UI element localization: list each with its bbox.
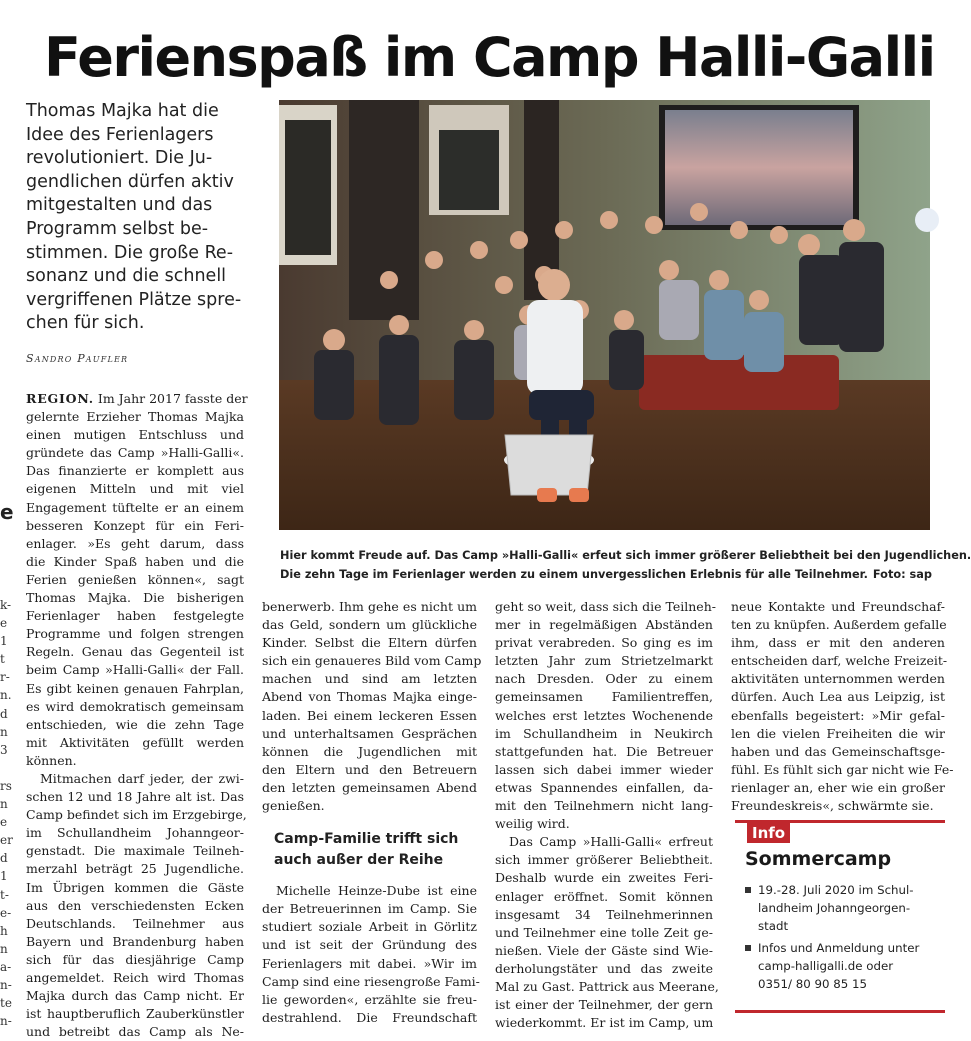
fragment-line: t- — [0, 887, 9, 902]
text-line: nießen. Viele der Gäste sind Wie- — [495, 942, 713, 958]
text-line: aktivitäten unternommen werden — [731, 671, 945, 687]
text-line: mit den Teilnehmern nicht lang- — [495, 798, 713, 814]
fragment-line: te — [0, 996, 12, 1011]
photo-caption — [280, 546, 971, 584]
text-line: der Betreuerinnen im Camp. Sie — [262, 901, 477, 917]
text-line: Mal zu Gast. Pattrick aus Meerane, — [495, 978, 719, 994]
text-line: etwas Spannendes einfallen, da- — [495, 779, 713, 795]
text-line: Das finanzierte er komplett aus — [26, 463, 244, 479]
fragment-line: d — [0, 706, 8, 721]
text-line: Abend von Thomas Majka einge- — [262, 689, 477, 705]
fragment-line: e- — [0, 905, 12, 920]
text-line: die Kinder Spaß haben und die — [26, 553, 244, 569]
text-line: dürfen. Auch Lea aus Leipzig, ist — [731, 689, 945, 705]
article-column-1 — [26, 390, 248, 1041]
group-photo — [279, 100, 930, 530]
lead-line: vergriffenen Plätze spre- — [26, 289, 242, 310]
text-line: Programme und folgen strengen — [26, 626, 244, 642]
text-line: und betreibt das Camp als Ne- — [26, 1024, 244, 1040]
region-label: REGION. — [26, 391, 94, 406]
text-line: entscheiden darf, welche Freizeit- — [731, 653, 948, 669]
lead-line: Thomas Majka hat die — [26, 101, 219, 121]
fragment-line: 1 — [0, 634, 8, 649]
text-line: im Schullandheim in Neukirch — [495, 725, 713, 741]
text-line: es wird demokratisch gemeinsam — [26, 698, 244, 714]
text-line: und ist seit der Gründung des — [262, 937, 477, 953]
text-line: Mitmachen darf jeder, der zwi- — [40, 770, 244, 786]
text-line: Deshalb wurde ein zweites Feri- — [495, 870, 713, 886]
text-line: lie geworden«, erzählte sie freu- — [262, 991, 477, 1007]
section-subheading — [274, 829, 477, 871]
info-title: Sommercamp — [745, 848, 892, 870]
text-line: wiederkommt. Er ist im Camp, um — [495, 1015, 714, 1031]
text-line: sich immer größerer Beliebtheit. — [495, 852, 713, 868]
author-byline: Sandro Paufler — [26, 352, 129, 365]
fragment-line: a- — [0, 959, 12, 974]
text-line: neue Kontakte und Freundschaf- — [731, 599, 945, 614]
info-line: camp-halligalli.de oder — [758, 959, 894, 973]
info-line: 19.-28. Juli 2020 im Schul- — [758, 883, 914, 897]
fragment-line: t — [0, 652, 5, 667]
text-line: schen 12 und 18 Jahre alt ist. Das — [26, 789, 244, 805]
fragment-line: 3 — [0, 742, 8, 757]
text-line: derholungstäter und das zweite — [495, 960, 713, 976]
text-line: besseren Konzept für ein Feri- — [26, 517, 244, 533]
subheading-line: auch außer der Reihe — [274, 852, 444, 869]
caption-line: Hier kommt Freude auf. Das Camp »Halli-Galli« erfeut sich immer größerer Beliebtheit bei den Jugendlichen. — [280, 549, 971, 562]
fragment-line: n- — [0, 977, 12, 992]
text-line: rienlager an, eher wie ein großer — [731, 779, 945, 795]
text-line: Das Camp »Halli-Galli« erfreut — [509, 834, 713, 850]
text-line: nach Dresden. Oder zu einem — [495, 671, 713, 687]
text-line: Ferienlager haben festgelegte — [26, 608, 244, 624]
text-line: merzahl beträgt 25 Jugendliche. — [26, 861, 244, 877]
text-line: sich für das diesjährige Camp — [26, 951, 244, 967]
headline: Ferienspaß im Camp Halli-Galli — [44, 26, 935, 89]
text-line: können die Jugendlichen mit — [262, 743, 477, 759]
text-line: beim Camp »Halli-Galli« der Fall. — [26, 662, 244, 678]
text-line: ten zu knüpfen. Außerdem gefalle — [731, 617, 947, 633]
text-line: Camp sind eine riesengroße Fami- — [262, 973, 480, 989]
info-box — [735, 820, 945, 997]
text-line: gelernte Erzieher Thomas Majka — [26, 409, 244, 425]
text-line: angemeldet. Reich wird Thomas — [26, 970, 244, 985]
text-line: fühl. Es fühlt sich gar nicht wie Fe- — [731, 761, 954, 777]
text-line: und unterhaltsamen Gesprächen — [262, 725, 477, 741]
lead-line: gendlichen dürfen aktiv — [26, 171, 234, 192]
text-line: gründete das Camp »Halli-Galli«. — [26, 445, 244, 461]
text-line: eigenen Mitteln und mit viel — [26, 481, 244, 497]
fragment-line: n — [0, 724, 8, 739]
group-photo-illustration — [279, 100, 930, 530]
text-line: genießen. — [262, 798, 325, 814]
lead-line: chen für sich. — [26, 313, 145, 334]
text-segment: Im Jahr 2017 fasste der — [93, 391, 248, 406]
photo-credit: Foto: sap — [872, 568, 932, 581]
fragment-line: rs — [0, 778, 12, 793]
info-list-item — [745, 881, 945, 935]
adjacent-article-fragment: e — [0, 500, 14, 524]
text-line: Thomas Majka. Die bisherigen — [26, 590, 244, 606]
text-line: das Geld, sondern um glückliche — [262, 617, 477, 633]
text-line: Michelle Heinze-Dube ist eine — [276, 883, 477, 899]
text-line: mit Aktivitäten gefüllt werden — [26, 734, 244, 750]
text-line: enlager eröffnet. Somit können — [495, 888, 713, 904]
text-line: laden. Bei einem leckeren Essen — [262, 707, 477, 723]
info-line: stadt — [758, 919, 789, 933]
text-line: privat verabreden. So ging es im — [495, 635, 713, 651]
article-column-3 — [495, 598, 719, 1032]
fragment-line: n- — [0, 1014, 12, 1029]
fragment-line — [0, 759, 14, 777]
text-line: haben und das Gemeinschaftsge- — [731, 743, 945, 759]
text-line: studiert soziale Arbeit in Görlitz — [262, 919, 477, 935]
text-line: entschieden, wie die zehn Tage — [26, 716, 244, 732]
text-line: einen mutigen Entschluss und — [26, 427, 244, 443]
text-line: Ferienlagers mit dabei. »Wir im — [262, 955, 477, 971]
fragment-line: 1 — [0, 869, 8, 884]
info-bottom-rule — [735, 1010, 945, 1013]
text-line: den letzten gemeinsamen Abend — [262, 779, 477, 795]
text-line: den Eltern und den Betreuern — [262, 761, 477, 777]
text-line: Kinder. Selbst die Eltern dürfen — [262, 635, 477, 651]
article-column-4 — [731, 598, 954, 815]
text-line: Es gibt keinen genauen Fahrplan, — [26, 680, 244, 696]
fragment-line: n — [0, 797, 8, 812]
fragment-line: n. — [0, 688, 12, 703]
text-line: Regeln. Genau das Gegenteil ist — [26, 644, 244, 660]
subheading-line: Camp-Familie trifft sich — [274, 831, 459, 848]
text-line: Bayern und Brandenburg haben — [26, 933, 244, 949]
text-line: gemeinsamen Familientreffen, — [495, 689, 713, 705]
lead-paragraph — [26, 100, 258, 336]
caption-line: Die zehn Tage im Ferienlager werden zu einem unvergesslichen Erlebnis für alle Teilnehmer. — [280, 568, 868, 581]
text-line: welches erst letztes Wochenende — [495, 707, 713, 723]
text-line: lassen sich dabei immer wieder — [495, 761, 713, 777]
lead-line: Programm selbst be- — [26, 218, 209, 239]
text-line: ist einer der Teilnehmer, der gern — [495, 997, 713, 1013]
text-line: Deutschlands. Teilnehmer aus — [26, 915, 244, 931]
text-line: Freundeskreis«, schwärmte sie. — [731, 798, 934, 814]
fragment-line: h — [0, 923, 8, 938]
fragment-line: e — [0, 815, 8, 830]
article-column-2 — [262, 598, 482, 1027]
text-line: destrahlend. Die Freundschaft — [262, 1009, 477, 1025]
text-line: ebenfalls begeistert: »Mir gefal- — [731, 707, 945, 723]
text-line: ist hauptberuflich Zauberkünstler — [26, 1006, 244, 1022]
lead-line: sonanz und die schnell — [26, 266, 227, 287]
fragment-line: er — [0, 833, 13, 848]
fragment-line: e — [0, 616, 8, 631]
text-line: mer in regelmäßigen Abständen — [495, 617, 713, 633]
lead-line: Idee des Ferienlagers — [26, 124, 214, 145]
info-list-item — [745, 939, 945, 993]
lead-line: revolutioniert. Die Ju- — [26, 148, 213, 169]
lead-line: stimmen. Die große Re- — [26, 242, 234, 263]
adjacent-article-fragments — [0, 596, 14, 1030]
text-line: sich ein genaueres Bild vom Camp — [262, 653, 482, 669]
info-line: 0351/ 80 90 85 15 — [758, 977, 868, 991]
text-line: letzten Jahr zum Strietzelmarkt — [495, 653, 713, 669]
info-line: Infos und Anmeldung unter — [758, 941, 920, 955]
info-tag: Info — [747, 823, 790, 843]
text-line: Camp befindet sich im Erzgebirge, — [26, 807, 247, 823]
text-line: weilig wird. — [495, 816, 570, 832]
info-list — [745, 881, 945, 993]
text-line: enlager. »Es geht darum, dass — [26, 535, 244, 551]
fragment-line: n — [0, 941, 8, 956]
text-line: ihm, dass er mit den anderen — [731, 635, 945, 651]
text-line: geht so weit, dass sich die Teilneh- — [495, 599, 716, 614]
text-line: können. — [26, 752, 77, 768]
text-line: aus den verschiedensten Ecken — [26, 897, 244, 913]
text-line: genstadt. Die maximale Teilneh- — [26, 843, 244, 859]
lead-line: mitgestalten und das — [26, 195, 213, 216]
fragment-line: r- — [0, 670, 10, 685]
text-line — [26, 390, 248, 408]
info-line: landheim Johanngeorgen- — [758, 901, 911, 915]
text-line: Engagement tüftelte er an einem — [26, 499, 244, 515]
text-line: insgesamt 34 Teilnehmerinnen — [495, 906, 713, 922]
fragment-line: k- — [0, 598, 12, 612]
text-line: machen und sind am letzten — [262, 671, 477, 687]
text-line: stattgefunden hat. Die Betreuer — [495, 743, 713, 759]
text-line: Majka durch das Camp nicht. Er — [26, 988, 244, 1004]
text-line: len die vielen Freiheiten die wir — [731, 725, 945, 741]
text-line: benerwerb. Ihm gehe es nicht um — [262, 599, 477, 614]
text-line: Im Übrigen kommen die Gäste — [26, 879, 244, 895]
fragment-line: d — [0, 851, 8, 866]
text-line: und Teilnehmer eine tolle Zeit ge- — [495, 924, 713, 940]
text-line: Ferien genießen können«, sagt — [26, 571, 244, 587]
text-line: im Schullandheim Johanngeor- — [26, 825, 244, 841]
